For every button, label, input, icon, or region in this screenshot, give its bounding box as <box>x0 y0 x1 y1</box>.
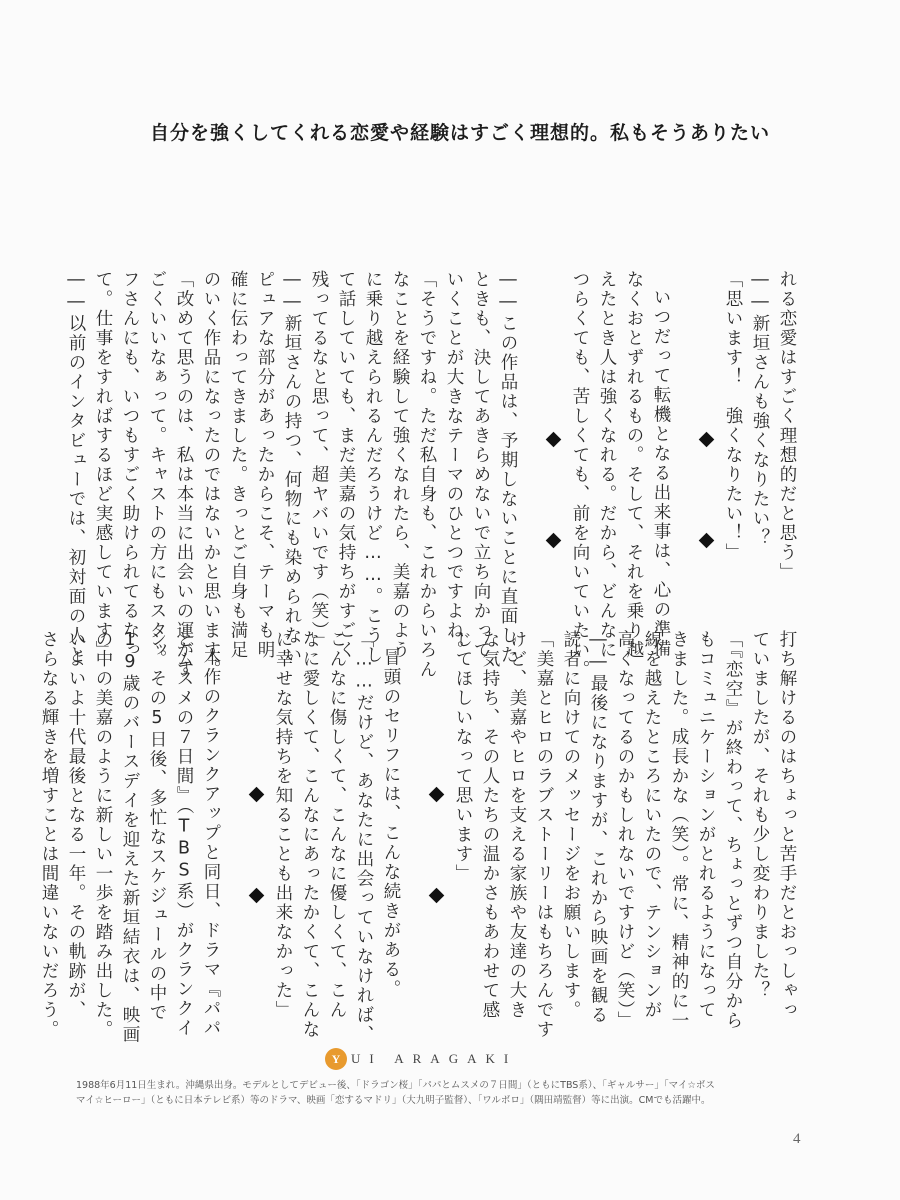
text-column: 「『恋空』が終わって、ちょっとずつ自分から <box>723 630 743 1031</box>
text-column: けど、美嘉やヒロを支える家族や友達の大き <box>507 630 527 1020</box>
text-column: 「思います！ 強くなりたい！」 <box>723 270 743 563</box>
text-column: 「改めて思うのは、私は本当に出会いの運がす <box>174 270 194 680</box>
text-column: て話していても、まだ美嘉の気持ちがすごく <box>336 270 356 660</box>
text-column: に乗り越えられるんだろうけど……。こうし <box>363 270 383 665</box>
text-column: なに愛しくて、こんなにあったかくて、こんな <box>300 630 320 1040</box>
section-divider <box>242 630 269 970</box>
text-column: 高くなってるのかもしれないですけど（笑）」 <box>615 630 635 1031</box>
text-column: さらなる輝きを増すことは間違いないだろう。 <box>39 630 59 1040</box>
text-column: ――最後になりますが、これから映画を観る <box>588 630 608 1025</box>
article-headline: 自分を強くしてくれる恋愛や経験はすごく理想的。私もそうありたい <box>150 122 771 144</box>
text-column: 確に伝わってきました。きっとご自身も満足 <box>228 270 248 660</box>
text-column: なことを経験して強くなれたら、美嘉のよう <box>390 270 410 660</box>
text-column: こんなに傷しくて、こんなに優しくて、こん <box>327 630 347 1020</box>
text-column: のいく作品になったのではないかと思います。 <box>201 270 221 680</box>
text-column: もコミュニケーションがとれるようになって <box>696 630 716 1020</box>
diamond-ornament-icon <box>428 787 444 803</box>
profile-caption <box>76 1078 806 1108</box>
text-column: きました。成長かな（笑）。常に、精神的に一 <box>669 630 689 1031</box>
diamond-ornament-icon <box>428 888 444 904</box>
text-column: ――新垣さんも強くなりたい？ <box>750 270 770 548</box>
text-column: 冒頭のセリフには、こんな続きがある。 <box>381 648 401 999</box>
text-column: とムスメの７日間』（TBS系）がクランクイ <box>174 630 194 1039</box>
text-column: 19歳のバースデイを迎えた新垣結衣は、映画 <box>120 630 140 1045</box>
text-column: ていましたが、それも少し変わりました？ <box>750 630 770 1001</box>
text-column: ときも、決してあきらめないで立ち向かって <box>471 270 491 660</box>
text-column: フさんにも、いつもすごく助けられてるなっ <box>120 270 140 660</box>
text-column: れる恋愛はすごく理想的だと思う」 <box>777 270 797 582</box>
text-column: 残ってるなと思って、超ヤバいです（笑）」 <box>309 270 329 652</box>
text-column: 打ち解けるのはちょっと苦手だとおっしゃっ <box>777 630 797 1020</box>
lower-text-block <box>39 630 800 1045</box>
diamond-ornament-icon <box>698 533 714 549</box>
text-column: なくおとずれるもの。そして、それを乗り越 <box>624 270 644 660</box>
profile-line: 1988年6月11日生まれ。沖縄県出身。モデルとしてデビュー後、「ドラゴン桜」「パパとムスメの７日間」（ともにTBS系）、「ギャルサー」「マイ☆ボス <box>76 1080 715 1091</box>
text-column: えたとき人は強くなれる。だから、どんなに <box>597 270 617 660</box>
text-column: に幸せな気持ちを知ることも出来なかった」 <box>273 630 293 1020</box>
section-divider <box>422 630 449 970</box>
text-column: 読者に向けてのメッセージをお願いします。 <box>561 630 581 1020</box>
text-column: じてほしいなって思います」 <box>453 630 473 884</box>
diamond-ornament-icon <box>545 432 561 448</box>
text-column: ピュアな部分があったからこそ、テーマも明 <box>255 270 275 660</box>
text-column: ごくいいなぁって。キャストの方にもスタッ <box>147 270 167 660</box>
text-column: の中の美嘉のように新しい一歩を踏み出した。 <box>93 630 113 1040</box>
section-divider <box>692 270 719 620</box>
diamond-ornament-icon <box>698 432 714 448</box>
page-number: 4 <box>793 1131 801 1147</box>
text-column: いつだって転機となる出来事は、心の準備 <box>651 288 671 659</box>
text-column: ン。その5日後、多忙なスケジュールの中で <box>147 630 167 1023</box>
text-column: ――新垣さんの持つ、何物にも染められない <box>282 270 302 665</box>
text-column: つらくても、苦しくても、前を向いていたい。 <box>570 270 590 680</box>
profile-line: マイ☆ヒーロー」（ともに日本テレビ系）等のドラマ、映画「恋するマドリ」（大九明子監督）、「ワルボロ」（隅田靖監督）等に出演。CMでも活躍中。 <box>76 1095 711 1106</box>
diamond-ornament-icon <box>545 533 561 549</box>
text-column: な気持ち、その人たちの温かさもあわせて感 <box>480 630 500 1020</box>
upper-text-block <box>66 270 800 680</box>
text-column: ――この作品は、予期しないことに直面した <box>498 270 518 665</box>
section-divider <box>539 270 566 620</box>
text-column: ――以前のインタビューでは、初対面の人と <box>66 270 86 665</box>
text-column: 「……だけど、あなたに出会っていなければ、 <box>354 630 374 1045</box>
text-column: 「そうですね。ただ私自身も、これからいろん <box>417 270 437 680</box>
text-column: いくことが大きなテーマのひとつですよね。 <box>444 270 464 660</box>
diamond-ornament-icon <box>248 888 264 904</box>
text-column: 「美嘉とヒロのラブストーリーはもちろんです <box>534 630 554 1040</box>
text-column: 線を越えたところにいたので、テンションが <box>642 630 662 1020</box>
signature-initial-badge: Y <box>325 1048 347 1070</box>
name-signature <box>325 1048 585 1070</box>
text-column: て。仕事をすればするほど実感しています」 <box>93 270 113 660</box>
text-column: 本作のクランクアップと同日、ドラマ『パパ <box>201 648 221 1038</box>
text-column: いよいよ十代最後となる一年。その軌跡が、 <box>66 630 86 1020</box>
diamond-ornament-icon <box>248 787 264 803</box>
signature-name: UI ARAGAKI <box>351 1051 518 1066</box>
